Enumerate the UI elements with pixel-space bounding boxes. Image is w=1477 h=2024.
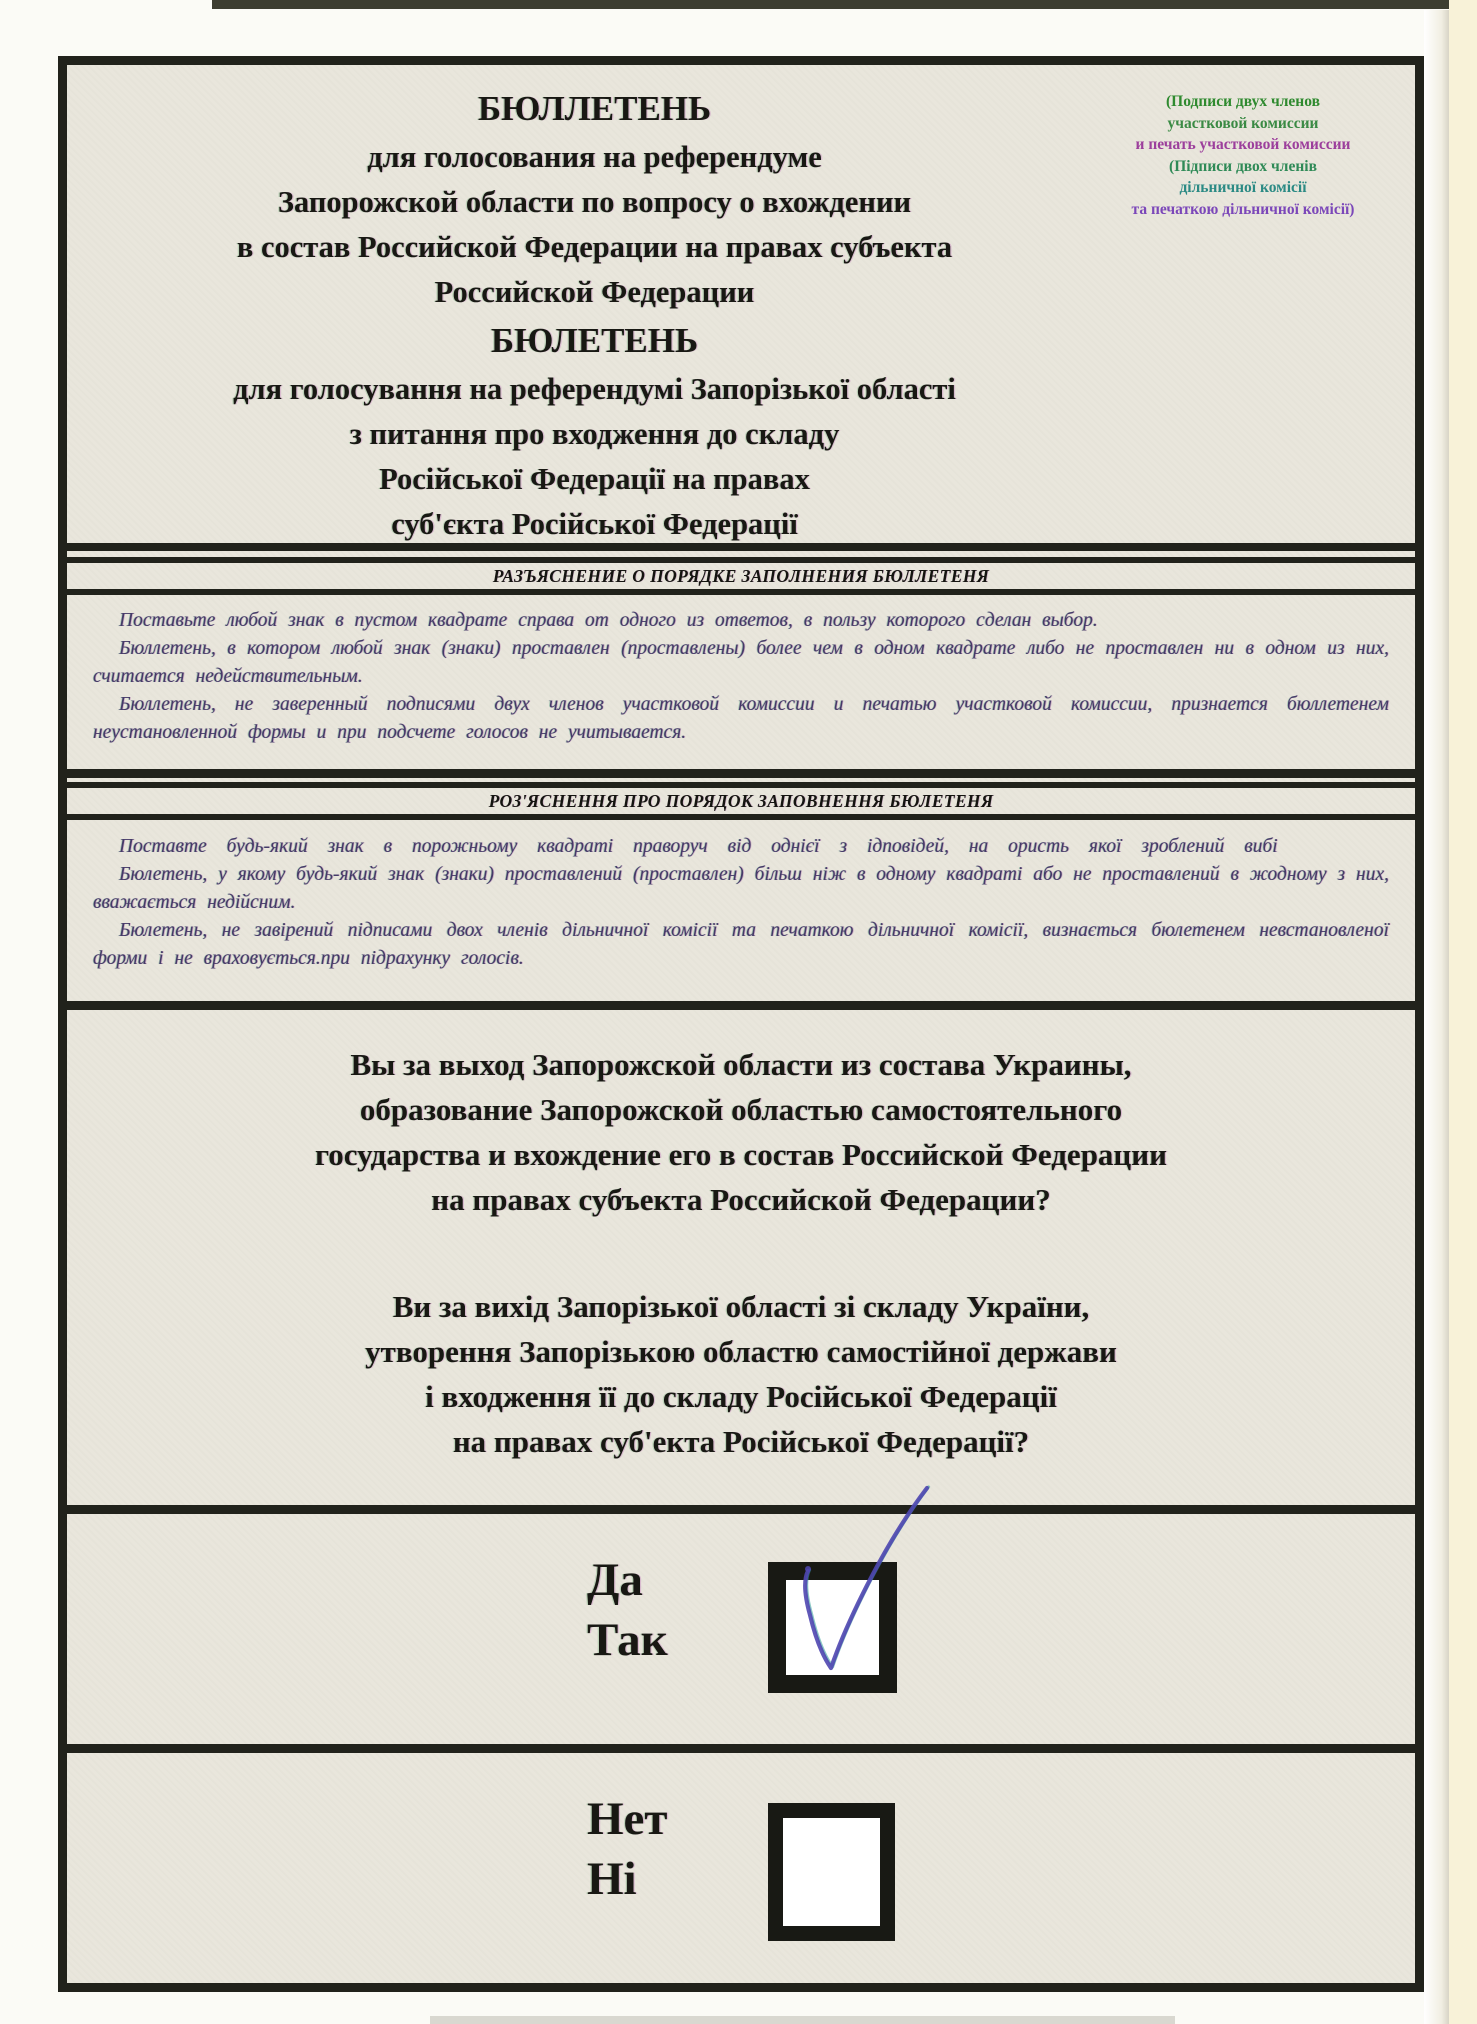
section-divider <box>67 1001 1415 1010</box>
question-ru-line: государства и вхождение его в состав Российской Федерации <box>314 1137 1168 1172</box>
option-no-label-ua: Ні <box>587 1853 637 1905</box>
ballot-title-line: для голосування на референдумі Запорізької області <box>233 372 956 406</box>
paper-edge-highlight <box>1424 10 1449 2024</box>
ballot-sheet <box>58 56 1424 1992</box>
ballot-title-line: суб'єкта Російської Федерації <box>391 507 798 541</box>
commission-note-line: дільничної комісії <box>1179 179 1307 196</box>
option-yes-labels <box>587 1550 668 1670</box>
ua-rules-paragraph: Бюлетень, не завірений підписами двох членів дільничної комісії та печаткою дільничної комісії, визнається бюлетенем невстановленої форми і не враховується.при підрахунку голосів. <box>93 920 1389 969</box>
ru-rules-heading-band <box>67 557 1415 595</box>
ua-rules-paragraph: Бюлетень, у якому будь-який знак (знаки) проставлений (проставлен) більш ніж в одному квадраті або не проставлений в жодному з них, вважається недійсним. <box>93 864 1389 913</box>
ballot-title-line: Российской Федерации <box>434 275 755 309</box>
ru-rules-heading: РАЗЪЯСНЕНИЕ О ПОРЯДКЕ ЗАПОЛНЕНИЯ БЮЛЛЕТЕНЯ <box>492 565 990 586</box>
question-ru-line: Вы за выход Запорожской области из состава Украины, <box>350 1047 1132 1082</box>
section-divider <box>67 543 1415 551</box>
ru-rules-text <box>67 599 1415 769</box>
option-no-row <box>67 1753 1415 1983</box>
section-divider <box>67 1744 1415 1753</box>
option-yes-label-ua: Так <box>587 1614 668 1666</box>
ru-rules-paragraph: Бюллетень, в котором любой знак (знаки) проставлен (проставлены) более чем в одном квадрате либо не проставлен ни в одном из них, считается недействительным. <box>93 638 1389 687</box>
ua-rules-paragraph: Поставте будь-який знак в порожньому квадраті праворуч від однієї з ідповідей, на ористь якої зроблений вибі <box>119 836 1278 857</box>
ua-rules-heading: РОЗ'ЯСНЕННЯ ПРО ПОРЯДОК ЗАПОВНЕННЯ БЮЛЕТЕНЯ <box>488 790 994 811</box>
ballot-title-line: в состав Российской Федерации на правах субъекта <box>236 230 953 264</box>
question-ru-line: образование Запорожской областью самостоятельного <box>359 1092 1123 1127</box>
ua-rules-heading-band <box>67 782 1415 820</box>
ballot-title-block <box>67 83 1122 543</box>
ballot-title-line: з питання про входження до складу <box>349 417 840 451</box>
option-yes-row <box>67 1514 1415 1744</box>
section-divider <box>67 1505 1415 1514</box>
commission-note-line: (Підписи двох членів <box>1169 157 1317 175</box>
ru-rules-paragraph: Бюллетень, не заверенный подписями двух членов участковой комиссии и печатью участковой комиссии, признается бюллетенем неустановленной формы и при подсчете голосов не учитывается. <box>93 694 1389 743</box>
commission-note-line: и печать участковой комиссии <box>1135 136 1351 153</box>
scanner-edge-strip-bottom <box>430 2016 1175 2024</box>
question-ua-line: утворення Запорізькою областю самостійної держави <box>365 1334 1117 1369</box>
option-no-label-ru: Нет <box>587 1793 668 1845</box>
question-ru-line: на правах субъекта Российской Федерации? <box>431 1182 1051 1217</box>
ua-rules-text <box>67 825 1415 1001</box>
no-checkbox[interactable] <box>768 1803 895 1941</box>
question-ua <box>67 1284 1415 1464</box>
option-yes-label-ru: Да <box>587 1554 643 1606</box>
ballot-title-line: для голосования на референдуме <box>367 140 822 174</box>
yes-checkbox[interactable] <box>768 1562 897 1693</box>
ballot-title-section <box>67 65 1415 543</box>
ballot-title-line: Російської Федерації на правах <box>379 462 810 496</box>
ballot-title-line: БЮЛЕТЕНЬ <box>490 321 699 360</box>
ballot-title-line: БЮЛЛЕТЕНЬ <box>477 89 712 128</box>
question-ru <box>67 1042 1415 1222</box>
commission-note-line: участковой комиссии <box>1167 114 1319 132</box>
question-ua-line: на правах суб'екта Російської Федерації? <box>452 1424 1030 1459</box>
question-ua-line: і входження її до складу Російської Федерації <box>425 1379 1057 1414</box>
option-no-labels <box>587 1789 668 1909</box>
commission-note-line: (Подписи двух членов <box>1166 93 1320 110</box>
scanner-edge-strip-top <box>212 0 1477 9</box>
commission-signatures-note <box>1083 91 1403 220</box>
question-ua-line: Ви за вихід Запорізької області зі складу України, <box>392 1289 1090 1324</box>
scanner-background-right <box>1449 0 1477 2024</box>
section-divider <box>67 769 1415 778</box>
commission-note-line: та печаткою дільничної комісії) <box>1131 200 1355 218</box>
ru-rules-paragraph: Поставьте любой знак в пустом квадрате справа от одного из ответов, в пользу которого сделан выбор. <box>119 610 1098 631</box>
question-section <box>67 1012 1415 1505</box>
ballot-title-line: Запорожской области по вопросу о вхождении <box>277 185 912 219</box>
